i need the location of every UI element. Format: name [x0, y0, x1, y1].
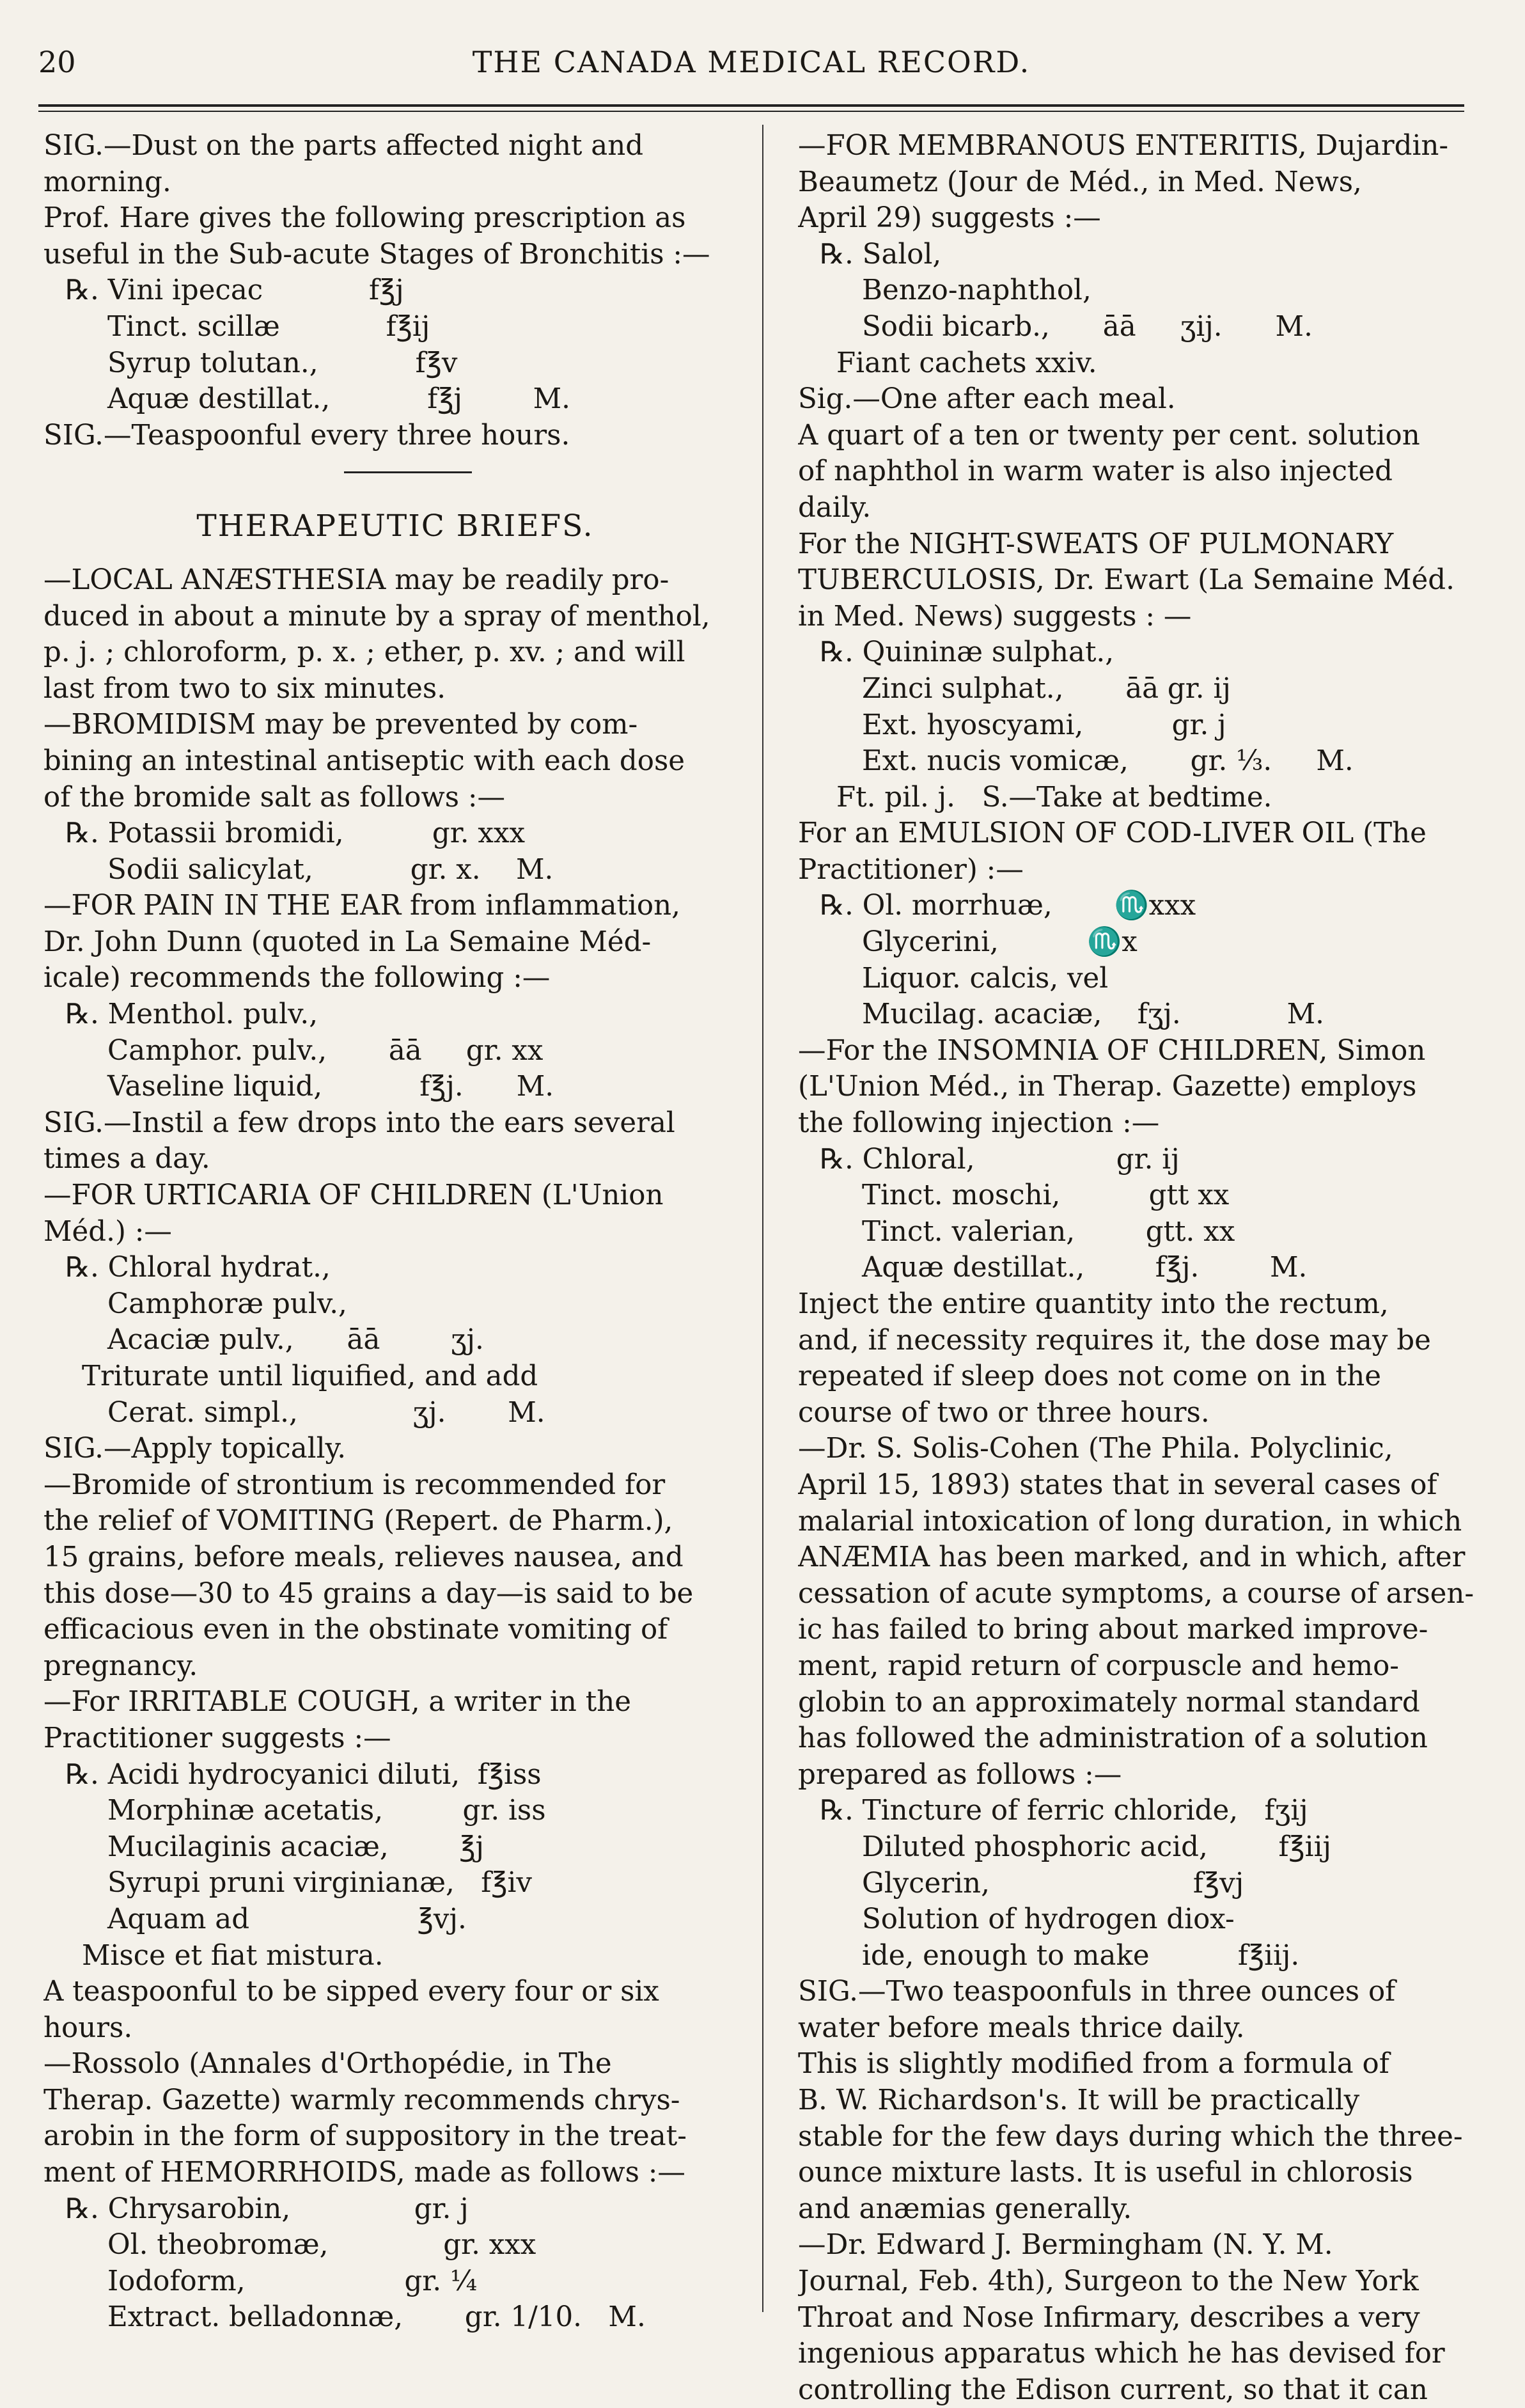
text-line: stable for the few days during which the three- — [798, 2120, 1463, 2153]
text-line: —Dr. S. Solis-Cohen (The Phila. Polyclinic, — [798, 1433, 1393, 1465]
text-line: Glycerini, ♏x — [862, 926, 1138, 959]
text-line: —FOR URTICARIA OF CHILDREN (L'Union — [43, 1179, 664, 1212]
text-line: prepared as follows :— — [798, 1758, 1122, 1791]
text-line: Therap. Gazette) warmly recommends chrys- — [43, 2084, 680, 2116]
text-line: For the NIGHT-SWEATS OF PULMONARY — [798, 528, 1394, 560]
text-line: pregnancy. — [43, 1649, 198, 1682]
text-line: cessation of acute symptoms, a course of arsen- — [798, 1577, 1474, 1610]
text-line: Inject the entire quantity into the rectum, — [798, 1288, 1389, 1320]
text-line: ℞. Tincture of ferric chloride, fʒij — [820, 1795, 1308, 1827]
text-line: Ext. nucis vomicæ, gr. ⅓. M. — [862, 745, 1354, 778]
text-line: p. j. ; chloroform, p. x. ; ether, p. xv. ; and will — [43, 636, 685, 669]
text-line: Camphor. pulv., āā gr. xx — [107, 1034, 544, 1067]
text-line: Beaumetz (Jour de Méd., in Med. News, — [798, 166, 1362, 198]
text-line: Zinci sulphat., āā gr. ij — [862, 672, 1231, 705]
text-line: Iodoform, gr. ¼ — [107, 2265, 478, 2297]
text-line: 15 grains, before meals, relieves nausea, and — [43, 1541, 684, 1573]
text-line: Fiant cachets xxiv. — [836, 347, 1097, 379]
text-line: ide, enough to make f℥iij. — [862, 1939, 1300, 1972]
text-line: globin to an approximately normal standard — [798, 1686, 1420, 1719]
text-line: A teaspoonful to be sipped every four or six — [43, 1976, 659, 2008]
text-line: —Rossolo (Annales d'Orthopédie, in The — [43, 2048, 612, 2081]
text-line: —LOCAL ANÆSTHESIA may be readily pro- — [43, 563, 669, 596]
text-line: SIG.—Apply topically. — [43, 1433, 347, 1465]
section-heading: THERAPEUTIC BRIEFS. — [196, 508, 594, 544]
text-line: Misce et fiat mistura. — [82, 1939, 384, 1972]
text-line: TUBERCULOSIS, Dr. Ewart (La Semaine Méd. — [798, 564, 1455, 597]
text-line: ℞. Chrysarobin, gr. j — [65, 2192, 469, 2225]
text-line: Throat and Nose Infirmary, describes a very — [798, 2301, 1420, 2334]
text-line: ingenious apparatus which he has devised for — [798, 2338, 1445, 2370]
text-line: daily. — [798, 491, 872, 524]
text-line: For an EMULSION OF COD-LIVER OIL (The — [798, 817, 1427, 850]
text-line: Tinct. moschi, gtt xx — [862, 1179, 1230, 1212]
column-divider — [762, 125, 763, 2312]
text-line: bining an intestinal antiseptic with each dose — [43, 744, 685, 777]
text-line: hours. — [43, 2011, 133, 2044]
text-line: Journal, Feb. 4th), Surgeon to the New York — [798, 2265, 1419, 2298]
text-line: ℞. Chloral hydrat., — [65, 1252, 331, 1284]
text-line: in Med. News) suggests : — — [798, 600, 1192, 633]
text-line: Glycerin, f℥vj — [862, 1867, 1244, 1900]
text-line: Practitioner) :— — [798, 853, 1024, 886]
text-line: SIG.—Teaspoonful every three hours. — [43, 419, 570, 452]
left-column-top — [43, 128, 747, 453]
text-line: April 29) suggests :— — [798, 202, 1101, 235]
text-line: Sodii bicarb., āā ʒij. M. — [862, 310, 1313, 343]
text-line: Acaciæ pulv., āā ʒj. — [107, 1324, 484, 1357]
header-rule-thin — [38, 111, 1464, 112]
text-line: Dr. John Dunn (quoted in La Semaine Méd- — [43, 925, 652, 958]
text-line: Mucilaginis acaciæ, ℥j — [107, 1830, 484, 1863]
text-line: and anæmias generally. — [798, 2192, 1132, 2225]
text-line: ℞. Quininæ sulphat., — [820, 636, 1114, 669]
text-line: Ext. hyoscyami, gr. j — [862, 709, 1226, 741]
text-line: Extract. belladonnæ, gr. 1/10. M. — [107, 2301, 646, 2334]
header-rule-thick — [38, 104, 1464, 107]
text-line: of naphthol in warm water is also injected — [798, 455, 1393, 488]
text-line: ℞. Potassii bromidi, gr. xxx — [65, 817, 526, 850]
text-line: Camphoræ pulv., — [107, 1287, 347, 1320]
text-line: Ol. theobromæ, gr. xxx — [107, 2229, 536, 2262]
text-line: ANÆMIA has been marked, and in which, after — [798, 1541, 1466, 1574]
text-line: Ft. pil. j. S.—Take at bedtime. — [836, 781, 1272, 814]
text-line: —Dr. Edward J. Bermingham (N. Y. M. — [798, 2229, 1333, 2262]
text-line: this dose—30 to 45 grains a day—is said to be — [43, 1577, 694, 1610]
left-column — [43, 128, 747, 2336]
text-line: times a day. — [43, 1143, 210, 1176]
text-line: ment, rapid return of corpuscle and hemo- — [798, 1649, 1399, 1682]
text-line: Tinct. scillæ f℥ij — [107, 310, 430, 343]
text-line: SIG.—Instil a few drops into the ears several — [43, 1106, 675, 1139]
text-line: A quart of a ten or twenty per cent. solution — [798, 419, 1420, 452]
right-column — [798, 128, 1501, 2408]
text-line: the following injection :— — [798, 1107, 1160, 1140]
text-line: Mucilag. acaciæ, fʒj. M. — [862, 998, 1324, 1031]
text-line: Syrup tolutan., f℥v — [107, 347, 458, 379]
text-line: SIG.—Dust on the parts affected night and — [43, 130, 644, 162]
running-header — [38, 45, 1464, 90]
text-line: —For IRRITABLE COUGH, a writer in the — [43, 1686, 631, 1719]
text-line: ℞. Vini ipecac f℥j — [65, 274, 404, 307]
text-line: duced in about a minute by a spray of menthol, — [43, 600, 710, 633]
text-line: efficacious even in the obstinate vomiting of — [43, 1614, 668, 1646]
text-line: arobin in the form of suppository in the treat- — [43, 2120, 687, 2153]
text-line: B. W. Richardson's. It will be practically — [798, 2084, 1360, 2117]
text-line: ℞. Acidi hydrocyanici diluti, f℥iss — [65, 1758, 542, 1791]
text-line: —BROMIDISM may be prevented by com- — [43, 709, 638, 741]
text-line: Cerat. simpl., ʒj. M. — [107, 1396, 545, 1429]
text-line: has followed the administration of a solution — [798, 1722, 1428, 1755]
text-line: —FOR MEMBRANOUS ENTERITIS, Dujardin- — [798, 130, 1449, 162]
text-line: icale) recommends the following :— — [43, 962, 551, 995]
text-line: SIG.—Two teaspoonfuls in three ounces of — [798, 1976, 1396, 2008]
text-line: ounce mixture lasts. It is useful in chlorosis — [798, 2157, 1413, 2189]
text-line: Sig.—One after each meal. — [798, 383, 1176, 416]
text-line: Triturate until liquified, and add — [82, 1360, 538, 1392]
text-line: controlling the Edison current, so that it can — [798, 2373, 1428, 2406]
text-line: water before meals thrice daily. — [798, 2011, 1245, 2044]
text-line: Practitioner suggests :— — [43, 1722, 391, 1754]
text-line: last from two to six minutes. — [43, 672, 446, 705]
text-line: Solution of hydrogen diox- — [862, 1903, 1235, 1936]
text-line: ℞. Menthol. pulv., — [65, 998, 318, 1031]
text-line: ℞. Chloral, gr. ij — [820, 1143, 1180, 1176]
text-line: course of two or three hours. — [798, 1396, 1210, 1429]
text-line: malarial intoxication of long duration, in which — [798, 1505, 1462, 1538]
text-line: the relief of VOMITING (Repert. de Pharm.), — [43, 1505, 673, 1538]
text-line: Aquæ destillat., f℥j M. — [107, 383, 570, 416]
text-line: Aquam ad ℥vj. — [107, 1903, 467, 1935]
journal-title: THE CANADA MEDICAL RECORD. — [472, 45, 1031, 79]
text-line: Morphinæ acetatis, gr. iss — [107, 1795, 546, 1827]
text-line: Syrupi pruni virginianæ, f℥iv — [107, 1867, 533, 1900]
page-number: 20 — [38, 45, 76, 79]
text-line: ℞. Ol. morrhuæ, ♏xxx — [820, 890, 1196, 922]
text-line: —Bromide of strontium is recommended for — [43, 1468, 666, 1501]
left-column-body — [43, 562, 747, 2336]
text-line: —For the INSOMNIA OF CHILDREN, Simon — [798, 1034, 1426, 1067]
text-line: Diluted phosphoric acid, f℥iij — [862, 1830, 1331, 1863]
text-line: —FOR PAIN IN THE EAR from inflammation, — [43, 890, 680, 922]
text-line: Vaseline liquid, f℥j. M. — [107, 1071, 554, 1103]
text-line: and, if necessity requires it, the dose may be — [798, 1324, 1431, 1357]
text-line: Tinct. valerian, gtt. xx — [862, 1215, 1235, 1248]
text-line: ℞. Salol, — [820, 238, 942, 271]
text-line: ment of HEMORRHOIDS, made as follows :— — [43, 2157, 685, 2189]
text-line: Liquor. calcis, vel — [862, 962, 1109, 995]
right-column-body — [798, 128, 1501, 2408]
text-line: of the bromide salt as follows :— — [43, 781, 505, 814]
text-line: (L'Union Méd., in Therap. Gazette) employs — [798, 1071, 1417, 1103]
text-line: Méd.) :— — [43, 1215, 172, 1248]
text-line: useful in the Sub-acute Stages of Bronchitis :— — [43, 238, 710, 271]
text-line: repeated if sleep does not come on in the — [798, 1360, 1382, 1393]
text-line: Benzo-naphthol, — [862, 274, 1091, 307]
text-line: Sodii salicylat, gr. x. M. — [107, 853, 554, 886]
text-line: Prof. Hare gives the following prescription as — [43, 202, 686, 235]
text-line: Aquæ destillat., f℥j. M. — [862, 1252, 1308, 1284]
text-line: This is slightly modified from a formula of — [798, 2048, 1389, 2081]
text-line: ic has failed to bring about marked improve- — [798, 1614, 1428, 1646]
text-line: morning. — [43, 166, 171, 198]
section-separator — [43, 453, 747, 490]
text-line: April 15, 1893) states that in several cases of — [798, 1468, 1437, 1501]
